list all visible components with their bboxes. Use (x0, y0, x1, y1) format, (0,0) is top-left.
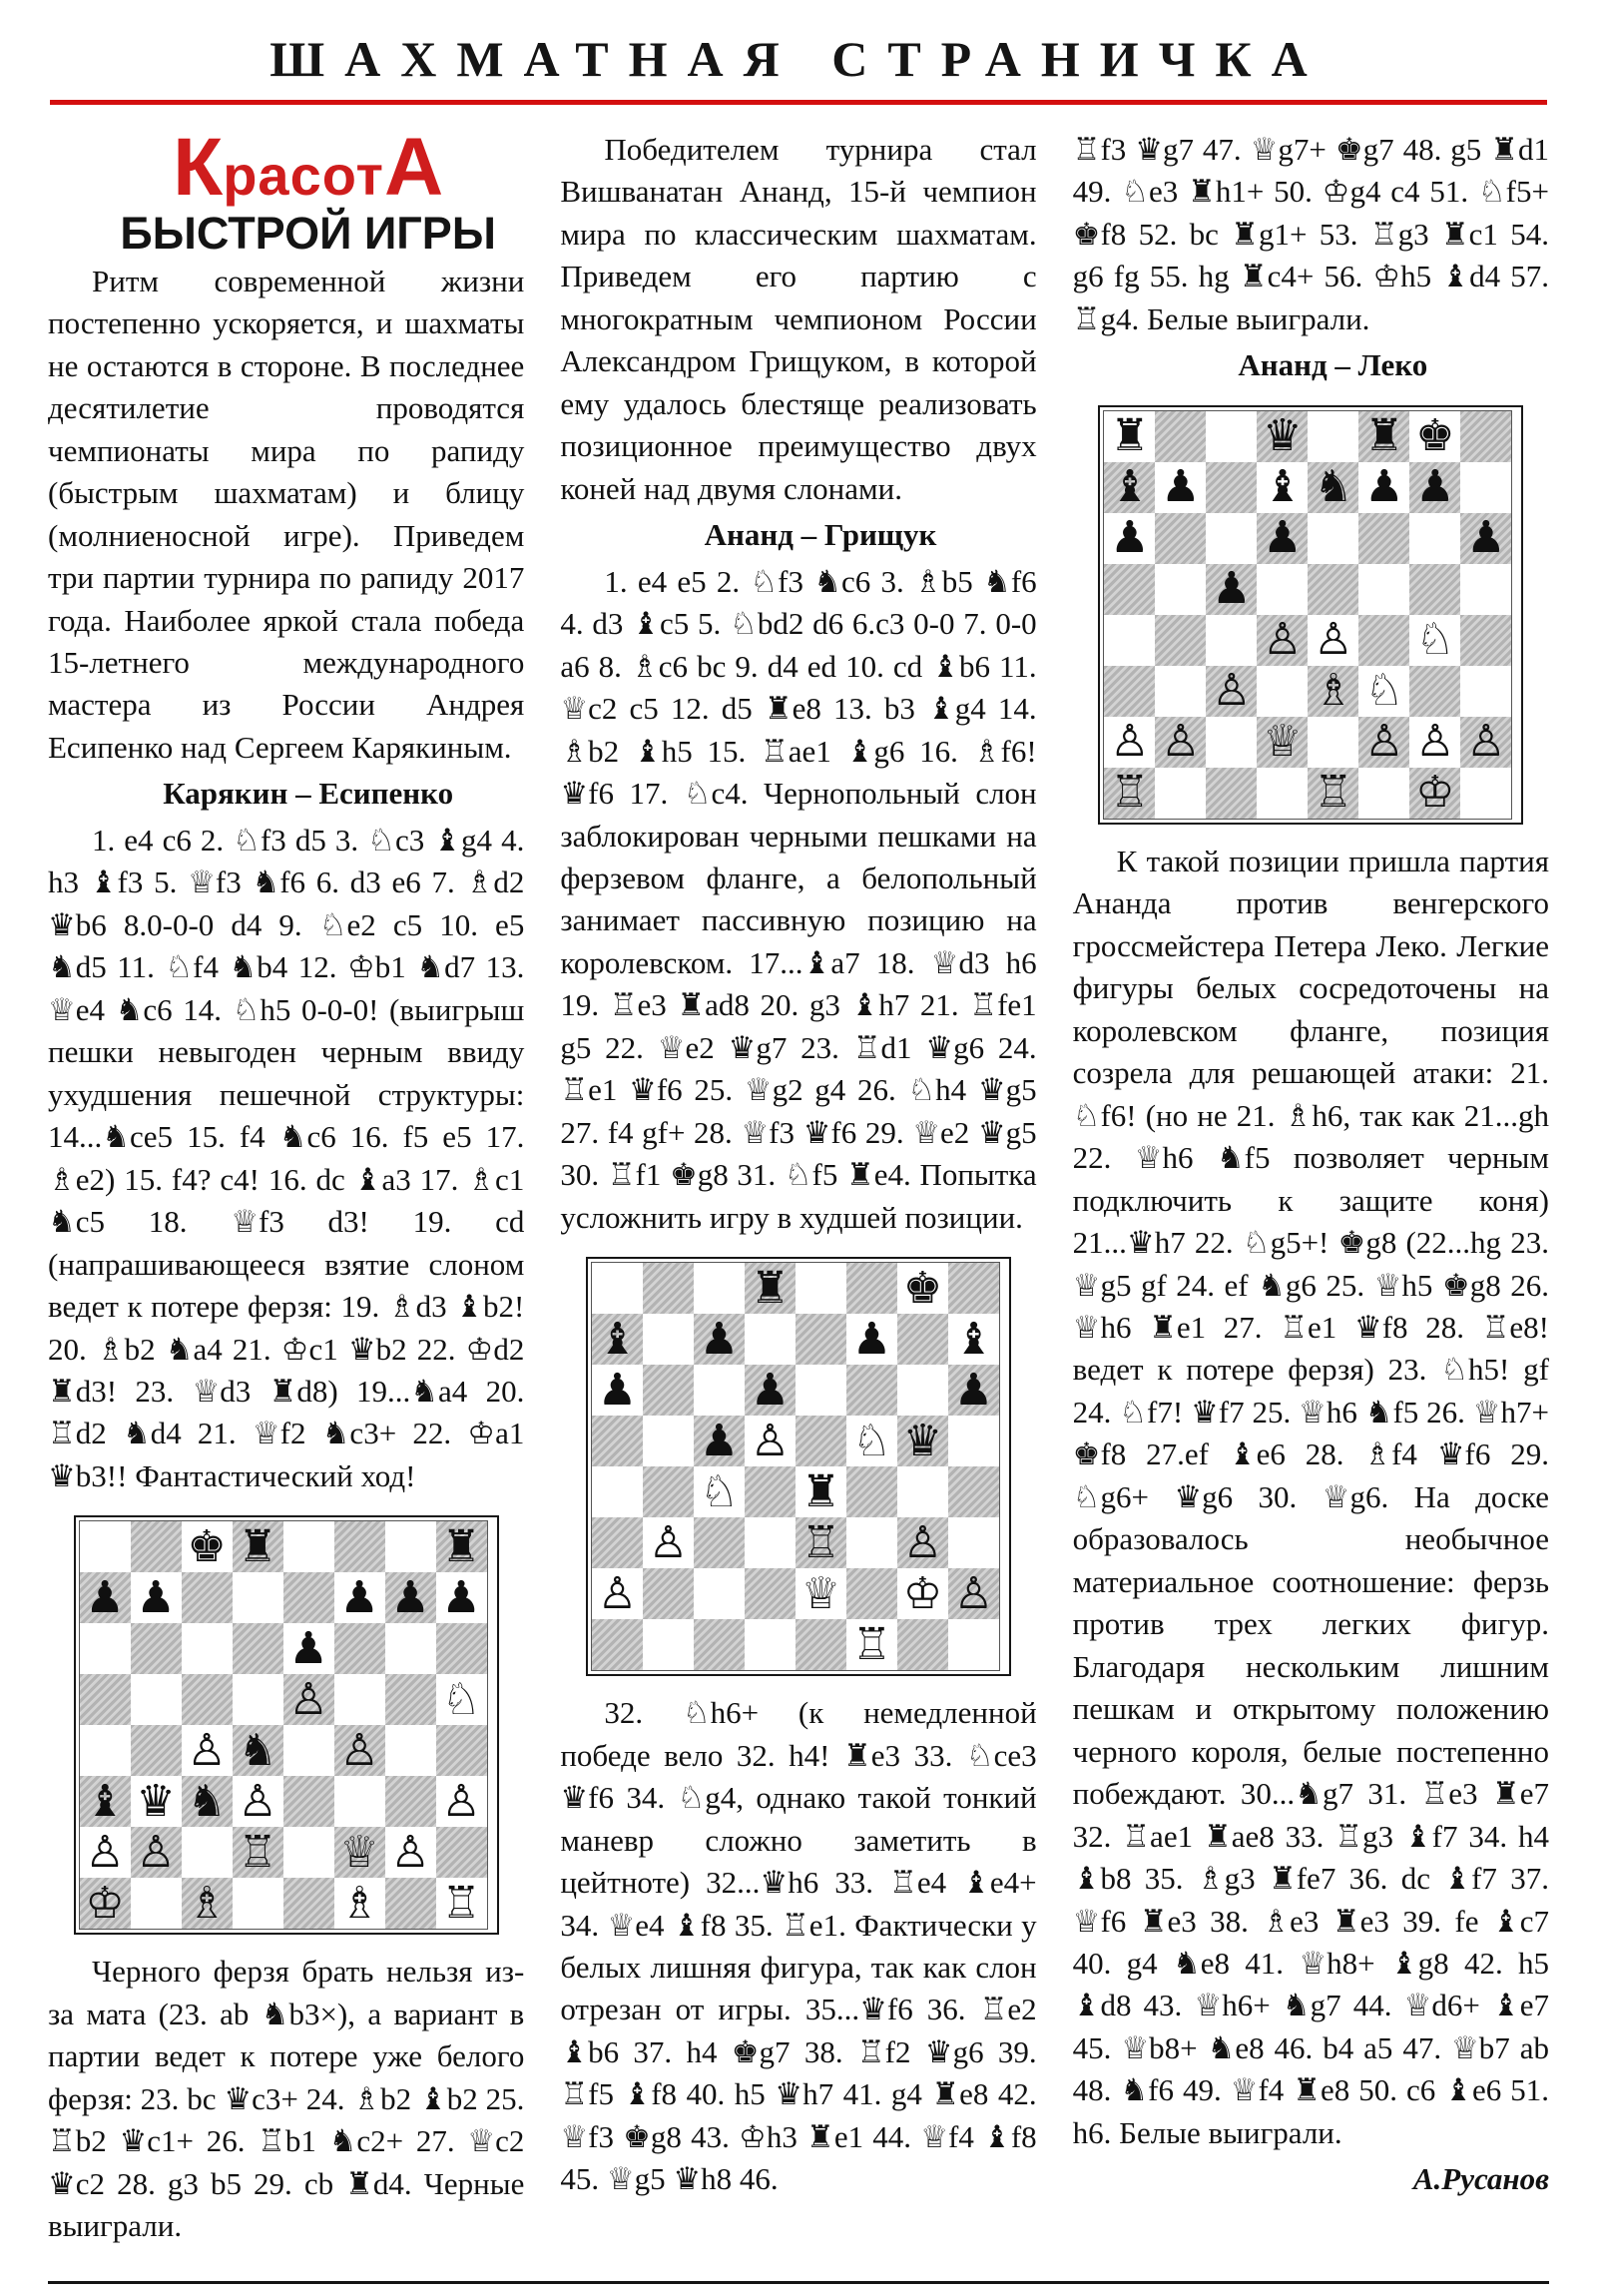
board-square (385, 1878, 436, 1929)
board-square (948, 1466, 999, 1517)
board-square (643, 1263, 694, 1314)
chess-piece: ♗ (334, 1878, 385, 1929)
board-square (436, 1623, 487, 1674)
chess-piece: ♟ (1257, 513, 1308, 564)
board-square (694, 1365, 745, 1416)
chess-piece: ♖ (233, 1827, 283, 1878)
chess-piece: ♜ (233, 1521, 283, 1572)
chess-piece: ♙ (592, 1568, 643, 1619)
board-square (643, 1314, 694, 1365)
chess-diagram-1 (74, 1515, 499, 1935)
chess-piece: ♕ (334, 1827, 385, 1878)
article-subtitle: БЫСТРОЙ ИГРЫ (120, 207, 496, 259)
chess-piece: ♔ (1409, 768, 1460, 819)
board-square (385, 1674, 436, 1725)
intro-paragraph-2: Победителем турнира стал Вишванатан Ананд, 15-й чемпион мира по классическим шахматам. Приведем его партию с многократным чемпионом России Александром Грищуком, в которой ему удалось блестяще реализовать позиционное преимущество двух коней над двумя слонами. (560, 132, 1037, 506)
board-square (131, 1623, 182, 1674)
board-square (385, 1725, 436, 1776)
chess-piece: ♚ (897, 1263, 948, 1314)
chess-piece: ♝ (592, 1314, 643, 1365)
board-square (1104, 666, 1155, 717)
board-square (1257, 666, 1308, 717)
board-square (796, 1263, 846, 1314)
chess-board-2 (591, 1262, 1000, 1671)
board-square (592, 1466, 643, 1517)
board-square (1460, 564, 1511, 615)
chess-piece: ♔ (897, 1568, 948, 1619)
chess-piece: ♟ (745, 1365, 796, 1416)
chess-piece: ♕ (796, 1568, 846, 1619)
board-square (897, 1365, 948, 1416)
chess-piece: ♙ (283, 1674, 334, 1725)
chess-piece: ♟ (80, 1572, 131, 1623)
title-middle: расот (223, 144, 384, 207)
chess-piece: ♟ (385, 1572, 436, 1623)
chess-piece: ♙ (643, 1517, 694, 1568)
chess-piece: ♙ (1409, 717, 1460, 768)
author-byline: А.Русанов (1412, 2161, 1549, 2197)
chess-piece: ♙ (334, 1725, 385, 1776)
board-square (1206, 411, 1257, 462)
board-square (1206, 462, 1257, 513)
board-square (592, 1263, 643, 1314)
game1-moves: 1. e4 c6 2. ♘f3 d5 3. ♘c3 ♝g4 4. h3 ♝f3 5. ♕f3 ♞f6 6. d3 e6 7. ♗d2 ♛b6 8.0-0-0 d4 9. ♘e2 c5 10. e5 ♞d5 11. ♘f4 ♞b4 12. ♔b1 ♞d7 13. ♕e4 ♞c6 14. ♘h5 0-0-0! (выигрыш пешки невыгоден черным ввиду ухудшения пешечной структуры: 14...♞ce5 15. f4 ♞c6 16. f5 e5 17. ♗e2) 15. f4? c4! 16. dc ♝a3 17. ♗c1 ♞c5 18. ♕f3 d3! 19. cd (напрашивающееся взятие слоном ведет к потере ферзя: 19. ♗d3 ♝b2! 20. ♗b2 ♞a4 21. ♔c1 ♛b2 22. ♔d2 ♜d3! 23. ♕d3 ♜d8) 19...♞a4 20. ♖d2 ♞d4 21. ♕f2 ♞c3+ 22. ♔a1 ♛b3!! Фантастический ход! (48, 822, 525, 1493)
board-square (182, 1623, 233, 1674)
board-square (182, 1674, 233, 1725)
chess-piece: ♞ (233, 1725, 283, 1776)
chess-piece: ♕ (1257, 717, 1308, 768)
board-square (233, 1623, 283, 1674)
chess-piece: ♜ (745, 1263, 796, 1314)
board-square (592, 1416, 643, 1466)
board-square (80, 1674, 131, 1725)
chess-piece: ♟ (131, 1572, 182, 1623)
chess-piece: ♛ (1257, 411, 1308, 462)
board-square (1358, 513, 1409, 564)
board-square (846, 1568, 897, 1619)
board-square (948, 1517, 999, 1568)
chess-piece: ♟ (948, 1365, 999, 1416)
board-square (1206, 615, 1257, 666)
board-square (1358, 615, 1409, 666)
chess-piece: ♗ (182, 1878, 233, 1929)
title-letter-k: К (173, 122, 224, 213)
columns (48, 122, 1549, 2252)
chess-piece: ♝ (80, 1776, 131, 1827)
board-square (1257, 768, 1308, 819)
board-square (436, 1725, 487, 1776)
chess-piece: ♝ (1257, 462, 1308, 513)
chess-piece: ♙ (385, 1827, 436, 1878)
chess-piece: ♖ (796, 1517, 846, 1568)
board-square (643, 1568, 694, 1619)
board-square (1409, 513, 1460, 564)
chess-piece: ♟ (334, 1572, 385, 1623)
header-rule (50, 100, 1547, 105)
board-square (846, 1466, 897, 1517)
chess-piece: ♗ (1308, 666, 1358, 717)
board-square (131, 1725, 182, 1776)
chess-piece: ♙ (1155, 717, 1206, 768)
chess-piece: ♟ (694, 1314, 745, 1365)
board-square (131, 1674, 182, 1725)
board-square (1206, 768, 1257, 819)
board-square (182, 1572, 233, 1623)
chess-piece: ♞ (182, 1776, 233, 1827)
chess-diagram-3 (1098, 405, 1523, 825)
title-letter-a: А (383, 122, 444, 213)
intro-paragraph-1: Ритм современной жизни постепенно ускоряется, и шахматы не остаются в стороне. В последнее десятилетие проводятся чемпионаты мира по рапиду (быстрым шахматам) и блицу (молниеносной игре). Приведем три партии турнира по рапиду 2017 года. Наиболее яркой стала победа 15-летнего международного мастера из России Андрея Есипенко над Сергеем Карякиным. (48, 263, 525, 765)
board-square (1460, 666, 1511, 717)
chess-piece: ♙ (80, 1827, 131, 1878)
board-square (745, 1568, 796, 1619)
board-square (436, 1827, 487, 1878)
game2-after-diagram: 32. ♘h6+ (к немедленной победе вело 32. h4! ♜e3 33. ♘ce3 ♛f6 34. ♘g4, однако такой тонкий маневр сложно заметить в цейтноте) 32...♛h6 33. ♖e4 ♝e4+ 34. ♕e4 ♝f8 35. ♖e1. Фактически у белых лишняя фигура, так как слон отрезан от игры. 35...♛f6 36. ♖e2 ♝b6 37. h4 ♚g7 38. ♖f2 ♛g6 39. ♖f5 ♝f8 40. h5 ♛h7 41. g4 ♜e8 42. ♕f3 ♚g8 43. ♔h3 ♜e1 44. ♕f4 ♝f8 45. ♕g5 ♛h8 46. (560, 1695, 1037, 2197)
board-square (233, 1674, 283, 1725)
board-square (745, 1517, 796, 1568)
board-square (948, 1619, 999, 1670)
chess-piece: ♙ (1257, 615, 1308, 666)
board-square (1308, 564, 1358, 615)
chess-piece: ♘ (846, 1416, 897, 1466)
chess-piece: ♙ (131, 1827, 182, 1878)
chess-piece: ♛ (897, 1416, 948, 1466)
game3-heading: Ананд – Леко (1238, 347, 1428, 383)
board-square (897, 1466, 948, 1517)
chess-piece: ♜ (796, 1466, 846, 1517)
board-square (643, 1466, 694, 1517)
board-square (592, 1517, 643, 1568)
board-square (694, 1568, 745, 1619)
game3-text: К такой позиции пришла партия Ананда против венгерского гроссмейстера Петера Леко. Легкие фигуры белых сосредоточены на королевском фланге, позиция созрела для решающей атаки: 21. ♘f6! (но не 21. ♗h6, так как 21...gh 22. ♕h6 ♞f5 позволяет черным подключить к защите коня) 21...♛h7 22. ♘g5+! ♚g8 (22...hg 23. ♕g5 gf 24. ef ♞g6 25. ♕h5 ♚g8 26. ♕h6 ♜e1 27. ♖e1 ♛f8 28. ♖e8! ведет к потере ферзя) 23. ♘h5! gf 24. ♘f7! ♛f7 25. ♕h6 ♞f5 26. ♕h7+ ♚f8 27.ef ♝e6 28. ♗f4 ♛f6 29. ♘g6+ ♛g6 30. ♕g6. На доске образовалось необычное материальное соотношение: ферзь против трех легких фигур. Благодаря нескольким лишним пешкам и открытому положению черного короля, белые постепенно побеждают. 30...♞g7 31. ♖e3 ♜e7 32. ♖ae1 ♜ae8 33. ♖g3 ♝f7 34. h4 ♝b8 35. ♗g3 ♜fe7 36. dc ♝f7 37. ♕f6 ♜e3 38. ♗e3 ♜e3 39. fe ♝c7 40. g4 ♞e8 41. ♕h8+ ♝g8 42. h5 ♝d8 43. ♕h6+ ♞g7 44. ♕d6+ ♝e7 45. ♕b8+ ♞e8 46. b4 a5 47. ♕b7 ab 48. ♞f6 49. ♕f4 ♜e8 50. c6 ♝e6 51. h6. Белые выиграли. (1072, 843, 1549, 2150)
chess-piece: ♙ (233, 1776, 283, 1827)
board-square (80, 1623, 131, 1674)
board-square (1155, 666, 1206, 717)
board-square (1104, 615, 1155, 666)
chess-piece: ♛ (131, 1776, 182, 1827)
board-square (1308, 411, 1358, 462)
board-square (796, 1314, 846, 1365)
chess-piece: ♚ (1409, 411, 1460, 462)
board-square (385, 1776, 436, 1827)
board-square (385, 1623, 436, 1674)
board-square (1409, 564, 1460, 615)
chess-piece: ♚ (182, 1521, 233, 1572)
chess-piece: ♖ (436, 1878, 487, 1929)
board-square (897, 1619, 948, 1670)
board-square (1206, 717, 1257, 768)
chess-piece: ♟ (1206, 564, 1257, 615)
board-square (385, 1521, 436, 1572)
board-square (1206, 513, 1257, 564)
game2-moves: 1. e4 e5 2. ♘f3 ♞c6 3. ♗b5 ♞f6 4. d3 ♝c5 5. ♘bd2 d6 6.c3 0-0 7. 0-0 a6 8. ♗c6 bc 9. d4 ed 10. cd ♝b6 11. ♕c2 c5 12. d5 ♜e8 13. b3 ♝g4 14. ♗b2 ♝h5 15. ♖ae1 ♝g6 16. ♗f6! ♛f6 17. ♘c4. Чернопольный слон заблокирован черными пешками на ферзевом фланге, а белопольный занимает пассивную позицию на королевском. 17...♝a7 18. ♕d3 h6 19. ♖e3 ♜ad8 20. g3 ♝h7 21. ♖fe1 g5 22. ♕e2 ♛g7 23. ♖d1 ♛g6 24. ♖e1 ♛f6 25. ♕g2 g4 26. ♘h4 ♛g5 27. f4 gf+ 28. ♕f3 ♛f6 29. ♕e2 ♛g5 30. ♖f1 ♚g8 31. ♘f5 ♜e4. Попытка усложнить игру в худшей позиции. (560, 563, 1037, 1235)
game1-after-diagram: Черного ферзя брать нельзя из-за мата (23. ab ♞b3×), а вариант в партии ведет к потере уже белого ферзя: 23. bc ♛c3+ 24. ♗b2 ♝b2 25. ♖b2 ♛c1+ 26. ♖b1 ♞c2+ 27. ♕c2 ♛c2 28. g3 b5 29. cb ♜d4. Черные выиграли. (48, 1954, 525, 2244)
chess-piece: ♟ (1104, 513, 1155, 564)
board-square (948, 1416, 999, 1466)
chess-piece: ♘ (1358, 666, 1409, 717)
board-square (745, 1314, 796, 1365)
chess-board-3 (1103, 410, 1512, 820)
board-square (334, 1776, 385, 1827)
chess-piece: ♜ (1358, 411, 1409, 462)
board-square (131, 1878, 182, 1929)
chess-piece: ♜ (436, 1521, 487, 1572)
chess-piece: ♖ (846, 1619, 897, 1670)
board-square (1358, 768, 1409, 819)
board-square (1308, 717, 1358, 768)
chess-piece: ♟ (436, 1572, 487, 1623)
chess-piece: ♟ (1409, 462, 1460, 513)
chess-piece: ♟ (592, 1365, 643, 1416)
board-square (80, 1725, 131, 1776)
board-square (796, 1416, 846, 1466)
board-square (1104, 564, 1155, 615)
chess-piece: ♙ (1206, 666, 1257, 717)
board-square (796, 1619, 846, 1670)
page-title: ШАХМАТНАЯ СТРАНИЧКА (269, 31, 1328, 87)
board-square (897, 1314, 948, 1365)
board-square (1460, 615, 1511, 666)
board-square (694, 1517, 745, 1568)
board-square (283, 1572, 334, 1623)
board-square (1155, 564, 1206, 615)
board-square (643, 1365, 694, 1416)
footer-rule (48, 2281, 1549, 2284)
board-square (1155, 615, 1206, 666)
board-square (1308, 513, 1358, 564)
board-square (1257, 564, 1308, 615)
chess-piece: ♖ (1308, 768, 1358, 819)
chess-piece: ♝ (948, 1314, 999, 1365)
board-square (283, 1521, 334, 1572)
chess-piece: ♔ (80, 1878, 131, 1929)
chess-diagram-2 (586, 1257, 1011, 1676)
chess-piece: ♘ (1409, 615, 1460, 666)
board-square (948, 1263, 999, 1314)
board-square (745, 1466, 796, 1517)
board-square (334, 1623, 385, 1674)
board-square (1460, 411, 1511, 462)
chess-piece: ♘ (694, 1466, 745, 1517)
board-square (182, 1827, 233, 1878)
board-square (1460, 462, 1511, 513)
article-title-decorative (48, 122, 524, 213)
chess-piece: ♟ (694, 1416, 745, 1466)
board-square (1155, 513, 1206, 564)
board-square (1358, 564, 1409, 615)
chess-piece: ♘ (436, 1674, 487, 1725)
chess-piece: ♞ (1308, 462, 1358, 513)
chess-piece: ♝ (1104, 462, 1155, 513)
column-1 (48, 122, 525, 2252)
board-square (80, 1521, 131, 1572)
chess-piece: ♙ (182, 1725, 233, 1776)
board-square (1155, 411, 1206, 462)
board-square (796, 1365, 846, 1416)
column-2 (560, 129, 1036, 2205)
board-square (846, 1263, 897, 1314)
chess-piece: ♙ (745, 1416, 796, 1466)
chess-piece: ♙ (1308, 615, 1358, 666)
board-square (1460, 768, 1511, 819)
game2-continuation: ♖f3 ♛g7 47. ♕g7+ ♚g7 48. g5 ♜d1 49. ♘e3 ♜h1+ 50. ♔g4 c4 51. ♘f5+ ♚f8 52. bc ♜g1+ 53. ♖g3 ♜c1 54. g6 fg 55. hg ♜c4+ 56. ♔h5 ♝d4 57. ♖g4. Белые выиграли. (1072, 132, 1549, 336)
chess-piece: ♙ (1460, 717, 1511, 768)
board-square (745, 1619, 796, 1670)
chess-piece: ♟ (283, 1623, 334, 1674)
chess-piece: ♟ (1460, 513, 1511, 564)
board-square (283, 1827, 334, 1878)
board-square (283, 1776, 334, 1827)
board-square (334, 1521, 385, 1572)
chess-piece: ♙ (1358, 717, 1409, 768)
chess-piece: ♙ (948, 1568, 999, 1619)
chess-board-1 (79, 1520, 488, 1930)
board-square (334, 1674, 385, 1725)
board-square (131, 1521, 182, 1572)
board-square (643, 1416, 694, 1466)
board-square (1409, 666, 1460, 717)
column-3 (1073, 129, 1549, 2205)
game1-heading: Карякин – Есипенко (163, 776, 454, 812)
chess-piece: ♟ (1155, 462, 1206, 513)
chess-piece: ♙ (897, 1517, 948, 1568)
chess-piece: ♜ (1104, 411, 1155, 462)
board-square (592, 1619, 643, 1670)
board-square (283, 1725, 334, 1776)
chess-piece: ♙ (436, 1776, 487, 1827)
board-square (233, 1572, 283, 1623)
board-square (1155, 768, 1206, 819)
board-square (846, 1365, 897, 1416)
chess-piece: ♖ (1104, 768, 1155, 819)
chess-piece: ♙ (1104, 717, 1155, 768)
board-square (233, 1878, 283, 1929)
board-square (283, 1878, 334, 1929)
chess-piece: ♟ (846, 1314, 897, 1365)
game2-heading: Ананд – Грищук (704, 517, 937, 553)
board-square (694, 1619, 745, 1670)
board-square (643, 1619, 694, 1670)
board-square (846, 1517, 897, 1568)
chess-piece: ♟ (1358, 462, 1409, 513)
board-square (694, 1263, 745, 1314)
